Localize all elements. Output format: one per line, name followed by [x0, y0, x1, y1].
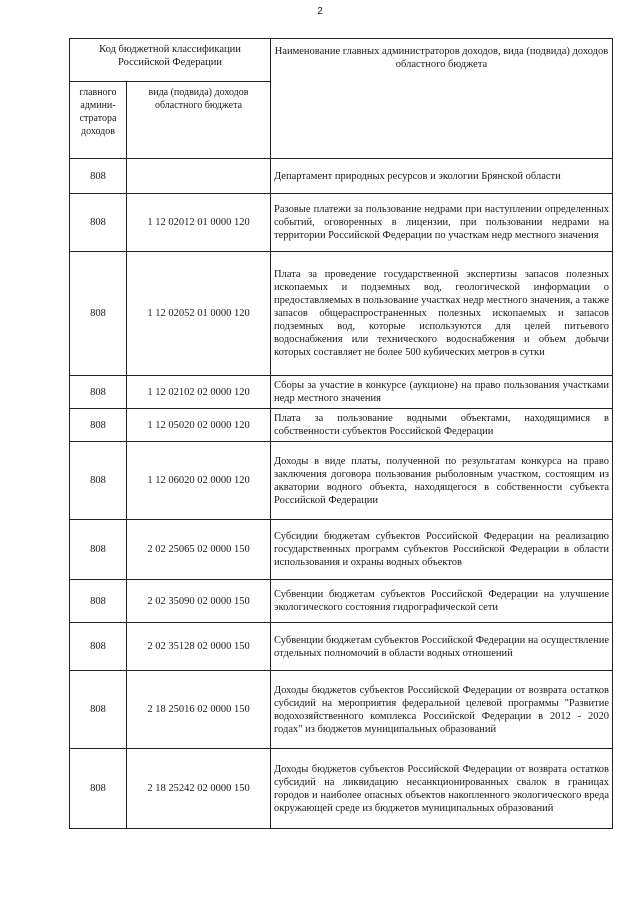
revenue-name-cell: Субсидии бюджетам субъектов Российской Федерации на реализацию государственных программ субъектов Российской Федерации в области использования и охраны водных объектов [271, 520, 613, 580]
revenue-name-cell: Субвенции бюджетам субъектов Российской Федерации на осуществление отдельных полномочий в области водных отношений [271, 623, 613, 671]
table-row [70, 623, 613, 671]
admin-code-cell: 808 [70, 194, 127, 252]
kbk-code-cell: 2 02 35090 02 0000 150 [127, 580, 271, 623]
table-row [70, 520, 613, 580]
kbk-code-cell: 1 12 02012 01 0000 120 [127, 194, 271, 252]
kbk-code-cell: 1 12 06020 02 0000 120 [127, 442, 271, 520]
department-admin-code: 808 [70, 159, 127, 194]
revenue-name-cell: Доходы в виде платы, полученной по результатам конкурса на право заключения договора пользования рыболовным участком, состоящим из акватории водного объекта, находящегося в собственности субъекта Российской Федерации [271, 442, 613, 520]
revenue-name-cell: Субвенции бюджетам субъектов Российской Федерации на улучшение экологического состояния гидрографической сети [271, 580, 613, 623]
kbk-code-cell: 1 12 05020 02 0000 120 [127, 409, 271, 442]
page-number: 2 [317, 6, 323, 17]
kbk-code-cell: 2 18 25016 02 0000 150 [127, 671, 271, 749]
department-kbk-empty [127, 159, 271, 194]
table-row [70, 194, 613, 252]
department-row [70, 159, 613, 194]
admin-code-cell: 808 [70, 520, 127, 580]
table-row [70, 252, 613, 376]
revenue-name-cell: Доходы бюджетов субъектов Российской Федерации от возврата остатков субсидий на мероприятия федеральной целевой программы "Развитие водохозяйственного комплекса Российской Федерации в 2012 - 2020 годах" из бюджетов муниципальных образований [271, 671, 613, 749]
admin-code-cell: 808 [70, 749, 127, 829]
kbk-code-cell: 1 12 02102 02 0000 120 [127, 376, 271, 409]
kbk-code-cell: 1 12 02052 01 0000 120 [127, 252, 271, 376]
revenue-name-cell: Плата за пользование водными объектами, находящимися в собственности субъектов Российской Федерации [271, 409, 613, 442]
budget-revenue-table [69, 38, 613, 829]
table-row [70, 409, 613, 442]
revenue-name-cell: Разовые платежи за пользование недрами при наступлении определенных событий, оговоренных в лицензии, при пользовании недрами на территории Российской Федерации по участкам недр местного значения [271, 194, 613, 252]
kbk-code-cell: 2 02 25065 02 0000 150 [127, 520, 271, 580]
table-row [70, 580, 613, 623]
header-name-column: Наименование главных администраторов доходов, вида (подвида) доходов областного бюджета [271, 39, 613, 159]
revenue-name-cell: Сборы за участие в конкурсе (аукционе) на право пользования участками недр местного значения [271, 376, 613, 409]
department-name: Департамент природных ресурсов и экологии Брянской области [271, 159, 613, 194]
header-code-group: Код бюджетной классификации Российской Федерации [70, 39, 271, 82]
table-header-row [70, 39, 613, 82]
admin-code-cell: 808 [70, 252, 127, 376]
table-row [70, 749, 613, 829]
kbk-code-cell: 2 02 35128 02 0000 150 [127, 623, 271, 671]
kbk-code-cell: 2 18 25242 02 0000 150 [127, 749, 271, 829]
header-kbk-column: вида (подвида) доходов областного бюджета [127, 82, 271, 159]
admin-code-cell: 808 [70, 671, 127, 749]
table-row [70, 671, 613, 749]
table-row [70, 442, 613, 520]
admin-code-cell: 808 [70, 442, 127, 520]
header-admin-column: главного админи-стратора доходов [70, 82, 127, 159]
admin-code-cell: 808 [70, 409, 127, 442]
revenue-name-cell: Доходы бюджетов субъектов Российской Федерации от возврата остатков субсидий на ликвидацию несанкционированных свалок в границах городов и наиболее опасных объектов накопленного экологического вреда окружающей среде из бюджетов муниципальных образований [271, 749, 613, 829]
admin-code-cell: 808 [70, 580, 127, 623]
admin-code-cell: 808 [70, 623, 127, 671]
table-row [70, 376, 613, 409]
revenue-name-cell: Плата за проведение государственной экспертизы запасов полезных ископаемых и подземных вод, геологической информации о предоставляемых в пользование участках недр местного значения, а также запасов общераспространенных полезных ископаемых и запасов подземных вод, которые используются для целей питьевого водоснабжения или технического водоснабжения и объем добычи которых составляет не более 500 кубических метров в сутки [271, 252, 613, 376]
admin-code-cell: 808 [70, 376, 127, 409]
table-body [70, 194, 613, 829]
